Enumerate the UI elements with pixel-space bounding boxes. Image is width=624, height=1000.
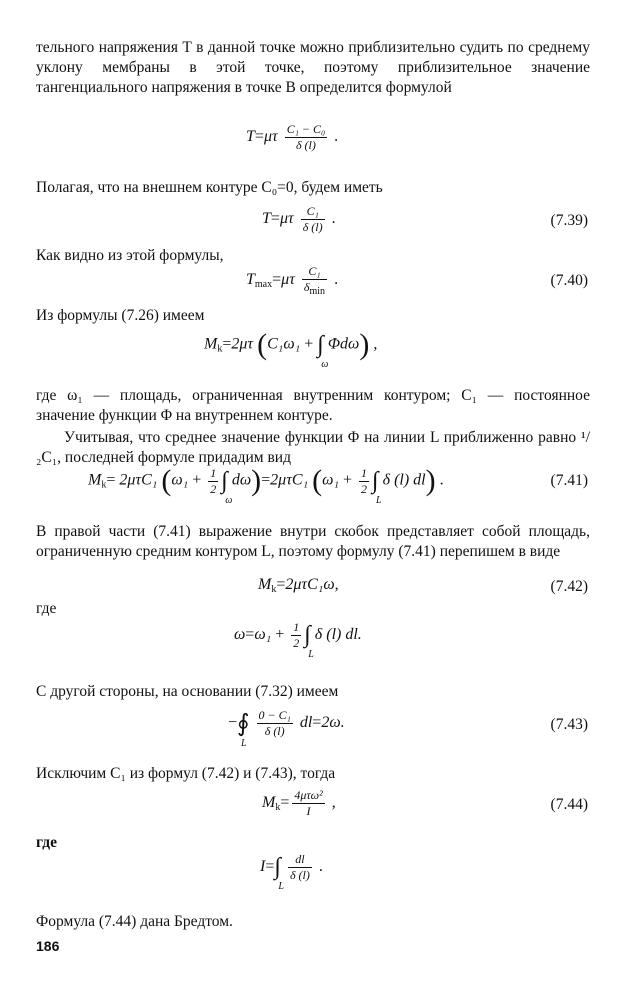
paragraph-8: где	[36, 600, 57, 617]
equation-7-44: $M_k=$ $\frac{\text{4μτω²}}{I}$ ,	[262, 788, 336, 818]
equation-number-7-44: (7.44)	[550, 796, 588, 813]
paragraph-3: Как видно из этой формулы,	[36, 247, 224, 264]
paragraph-1: тельного напряжения T в данной точке можно приблизительно судить по среднему уклону мембраны в этой точке, поэтому приблизительное значение тангенциального напряжения в точке B определится формулой	[36, 39, 590, 96]
equation-number-7-43: (7.43)	[550, 716, 588, 733]
equation-number-7-40: (7.40)	[550, 272, 588, 289]
paragraph-7: В правой части (7.41) выражение внутри скобок представляет собой площадь, ограниченную средним контуром L, поэтому формулу (7.41) перепишем в виде	[36, 523, 590, 560]
page-number: 186	[36, 938, 60, 954]
paragraph-9: С другой стороны, на основании (7.32) имеем	[36, 683, 339, 700]
paragraph-10: Исключим C₁ из формул (7.42) и (7.43), тогда	[36, 765, 336, 782]
equation-Mk: $M_k=2\mu\tau$ (C₁ω₁ + ∫ ω Φdω) ,	[204, 328, 378, 370]
paragraph-2: Полагая, что на внешнем контуре C₀=0, будем иметь	[36, 179, 383, 196]
equation-7-42: $M_k=2\mu\tau C_1\omega$,	[258, 576, 339, 595]
paragraph-4: Из формулы (7.26) имеем	[36, 307, 205, 324]
equation-number-7-39: (7.39)	[550, 212, 588, 229]
equation-omega: ω=ω₁ + $\frac{1}{2}$ ∫ L δ (l) dl.	[234, 620, 362, 660]
paragraph-6: Учитывая, что среднее значение функции Φ на линии L приближенно равно ¹/₂C₁, последней формуле придадим вид	[36, 429, 590, 466]
equation-I: I=∫ L $\frac{dl}{\delta (l)}$ .	[260, 852, 323, 892]
equation-7-41: $M_k= 2\mu\tau C_1$ (ω₁ + $\frac{1}{2}$ ∫ ω dω)=2μτC₁ (ω₁ + $\frac{1}{2}$ ∫ L δ (l) dl) .	[88, 464, 444, 506]
equation-number-7-42: (7.42)	[550, 578, 588, 595]
equation-7-43: −∮ L $\frac{\text{0 − C₁}}{\delta (l)}$ dl=2ω.	[228, 708, 345, 749]
equation-7-39: T=μτ $\frac{\text{C₁}}{\delta (l)}$ .	[262, 204, 336, 234]
paragraph-5: где ω₁ — площадь, ограниченная внутренним контуром; C₁ — постоянное значение функции Φ на внутреннем контуре.	[36, 387, 590, 424]
paragraph-12: Формула (7.44) дана Бредтом.	[36, 913, 233, 930]
equation-T-approx: T=μτ $\frac{\text{C₁ − C₀}}{\delta (l)}$ .	[246, 122, 339, 152]
equation-7-40: $T_{max}=\mu\tau$ $\frac{\text{C₁}}{\delta_{min}}$ .	[246, 264, 339, 297]
paragraph-11: где	[36, 834, 57, 851]
equation-number-7-41: (7.41)	[550, 472, 588, 489]
